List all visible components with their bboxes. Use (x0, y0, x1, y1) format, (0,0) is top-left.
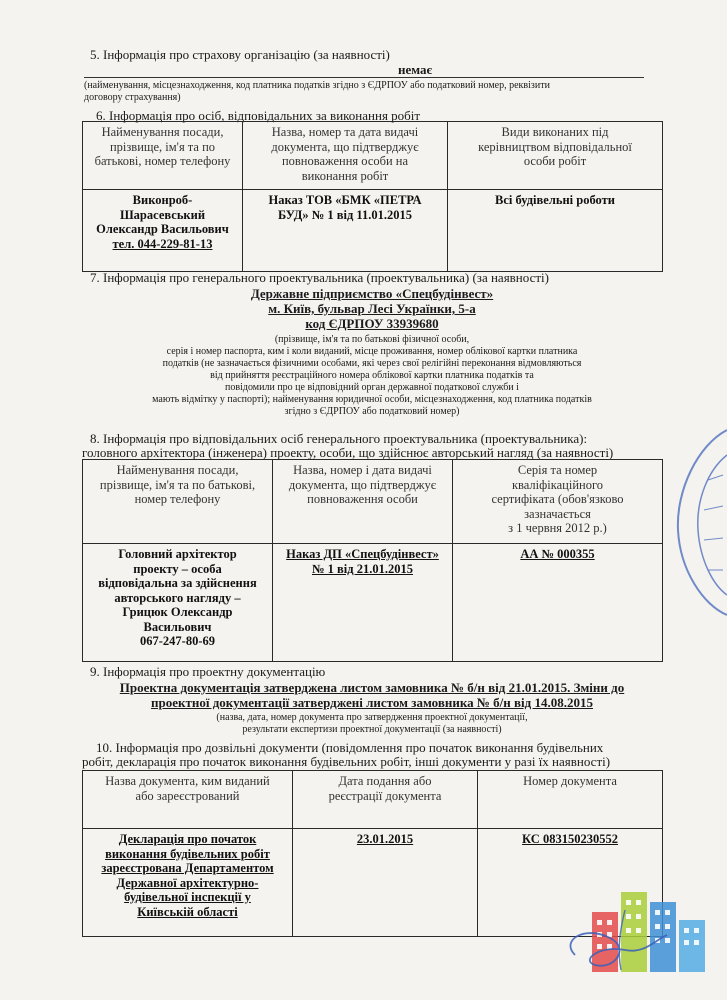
signature-mark (555, 900, 675, 980)
s6-value-cell: Виконроб- Шарасевський Олександр Васильович тел. 044-229-81-13 (83, 190, 243, 272)
s8-header-cell: Серія та номер кваліфікаційного сертифіката (обов'язково зазначається з 1 червня 2012 р.) (453, 460, 663, 544)
s8-header-row (83, 460, 663, 544)
s9-value-2: проектної документації затверджені листом замовника № б/н від 14.08.2015 (150, 695, 593, 710)
s8-heading-2: головного архітектора (інженера) проекту, особи, що здійснює авторський нагляд (за наявності) (82, 445, 614, 460)
s10-heading-2: робіт, декларація про початок виконання будівельних робіт, інші документи у разі їх наявності) (82, 754, 611, 769)
s9-note-2: результати експертизи проектної документації (за наявності) (242, 724, 502, 735)
s10-heading-1: 10. Інформація про дозвільні документи (повідомлення про початок виконання будівельних (96, 740, 604, 755)
s10-header-cell: Назва документа, ким виданий або зареєстрований (83, 771, 293, 829)
stamp-mark (668, 420, 727, 620)
s6-value-cell: Всі будівельні роботи (448, 190, 663, 272)
s9-note-1: (назва, дата, номер документа про затвердження проектної документації, (216, 712, 528, 723)
s6-header-cell: Найменування посади, прізвище, ім'я та по батькові, номер телефону (83, 122, 243, 190)
s10-header-row (83, 771, 663, 829)
s5-heading: 5. Інформація про страхову організацію (за наявності) (90, 47, 390, 62)
s6-value-cell: Наказ ТОВ «БМК «ПЕТРА БУД» № 1 від 11.01.2015 (243, 190, 448, 272)
s9-heading: 9. Інформація про проектну документацію (90, 664, 326, 679)
s8-value-cell: Наказ ДП «Спецбудінвест» № 1 від 21.01.2015 (273, 544, 453, 662)
s10-value-cell: Декларація про початок виконання будівельних робіт зареєстрована Департаментом Державної архітектурно- будівельної інспекції у Київській області (83, 829, 293, 937)
s8-header-cell: Назва, номер і дата видачі документа, що підтверджує повноваження особи (273, 460, 453, 544)
s8-heading-1: 8. Інформація про відповідальних осіб генерального проектувальника (проектувальника): (90, 431, 588, 446)
s5-value: немає (398, 62, 433, 77)
s5-note-2: договору страхування) (84, 92, 181, 103)
s10-value-cell: КС 083150230552 (478, 829, 663, 937)
s6-table (82, 121, 663, 272)
s7-note: (прізвище, ім'я та по батькові фізичної особи, серія і номер паспорта, ким і коли виданий, місце проживання, номер облікової картки платника податків (не зазначається фізичними особами, які через свої релігійні переконання відмовляються від прийняття реєстраційного номера облікової картки платника податків та повідомили про це відповідний орган державної податкової служби і мають відмітку у паспорті); найменування юридичної особи, місцезнаходження, код платника податків згідно з ЄДРПОУ або податковий номер) (152, 334, 592, 417)
s8-value-cell: АА № 000355 (453, 544, 663, 662)
s8-value-row (83, 544, 663, 662)
s10-header-cell: Дата подання або реєстрації документа (293, 771, 478, 829)
s8-value-cell: Головний архітектор проекту – особа відповідальна за здійснення авторського нагляду – Грицюк Олександр Васильович 067-247-80-69 (83, 544, 273, 662)
s5-note-1: (найменування, місцезнаходження, код платника податків згідно з ЄДРПОУ або податковий номер, реквізити (84, 80, 550, 91)
s6-header-cell: Види виконаних під керівництвом відповідальної особи робіт (448, 122, 663, 190)
s6-header-row (83, 122, 663, 190)
s6-header-cell: Назва, номер та дата видачі документа, що підтверджує повноваження особи на виконання робіт (243, 122, 448, 190)
s8-table (82, 459, 663, 662)
s10-header-cell: Номер документа (478, 771, 663, 829)
s8-header-cell: Найменування посади, прізвище, ім'я та по батькові, номер телефону (83, 460, 273, 544)
s5-underline (84, 77, 644, 78)
s6-heading: 6. Інформація про осіб, відповідальних за виконання робіт (96, 108, 421, 123)
s9-value-1: Проектна документація затверджена листом замовника № б/н від 21.01.2015. Зміни до (119, 680, 625, 695)
s7-heading: 7. Інформація про генерального проектувальника (проектувальника) (за наявності) (90, 270, 549, 285)
s10-value-cell: 23.01.2015 (293, 829, 478, 937)
s6-value-row (83, 190, 663, 272)
s7-value: Державне підприємство «Спецбудінвест» м. Київ, бульвар Лесі Українки, 5-а код ЄДРПОУ 33939680 (250, 286, 494, 331)
